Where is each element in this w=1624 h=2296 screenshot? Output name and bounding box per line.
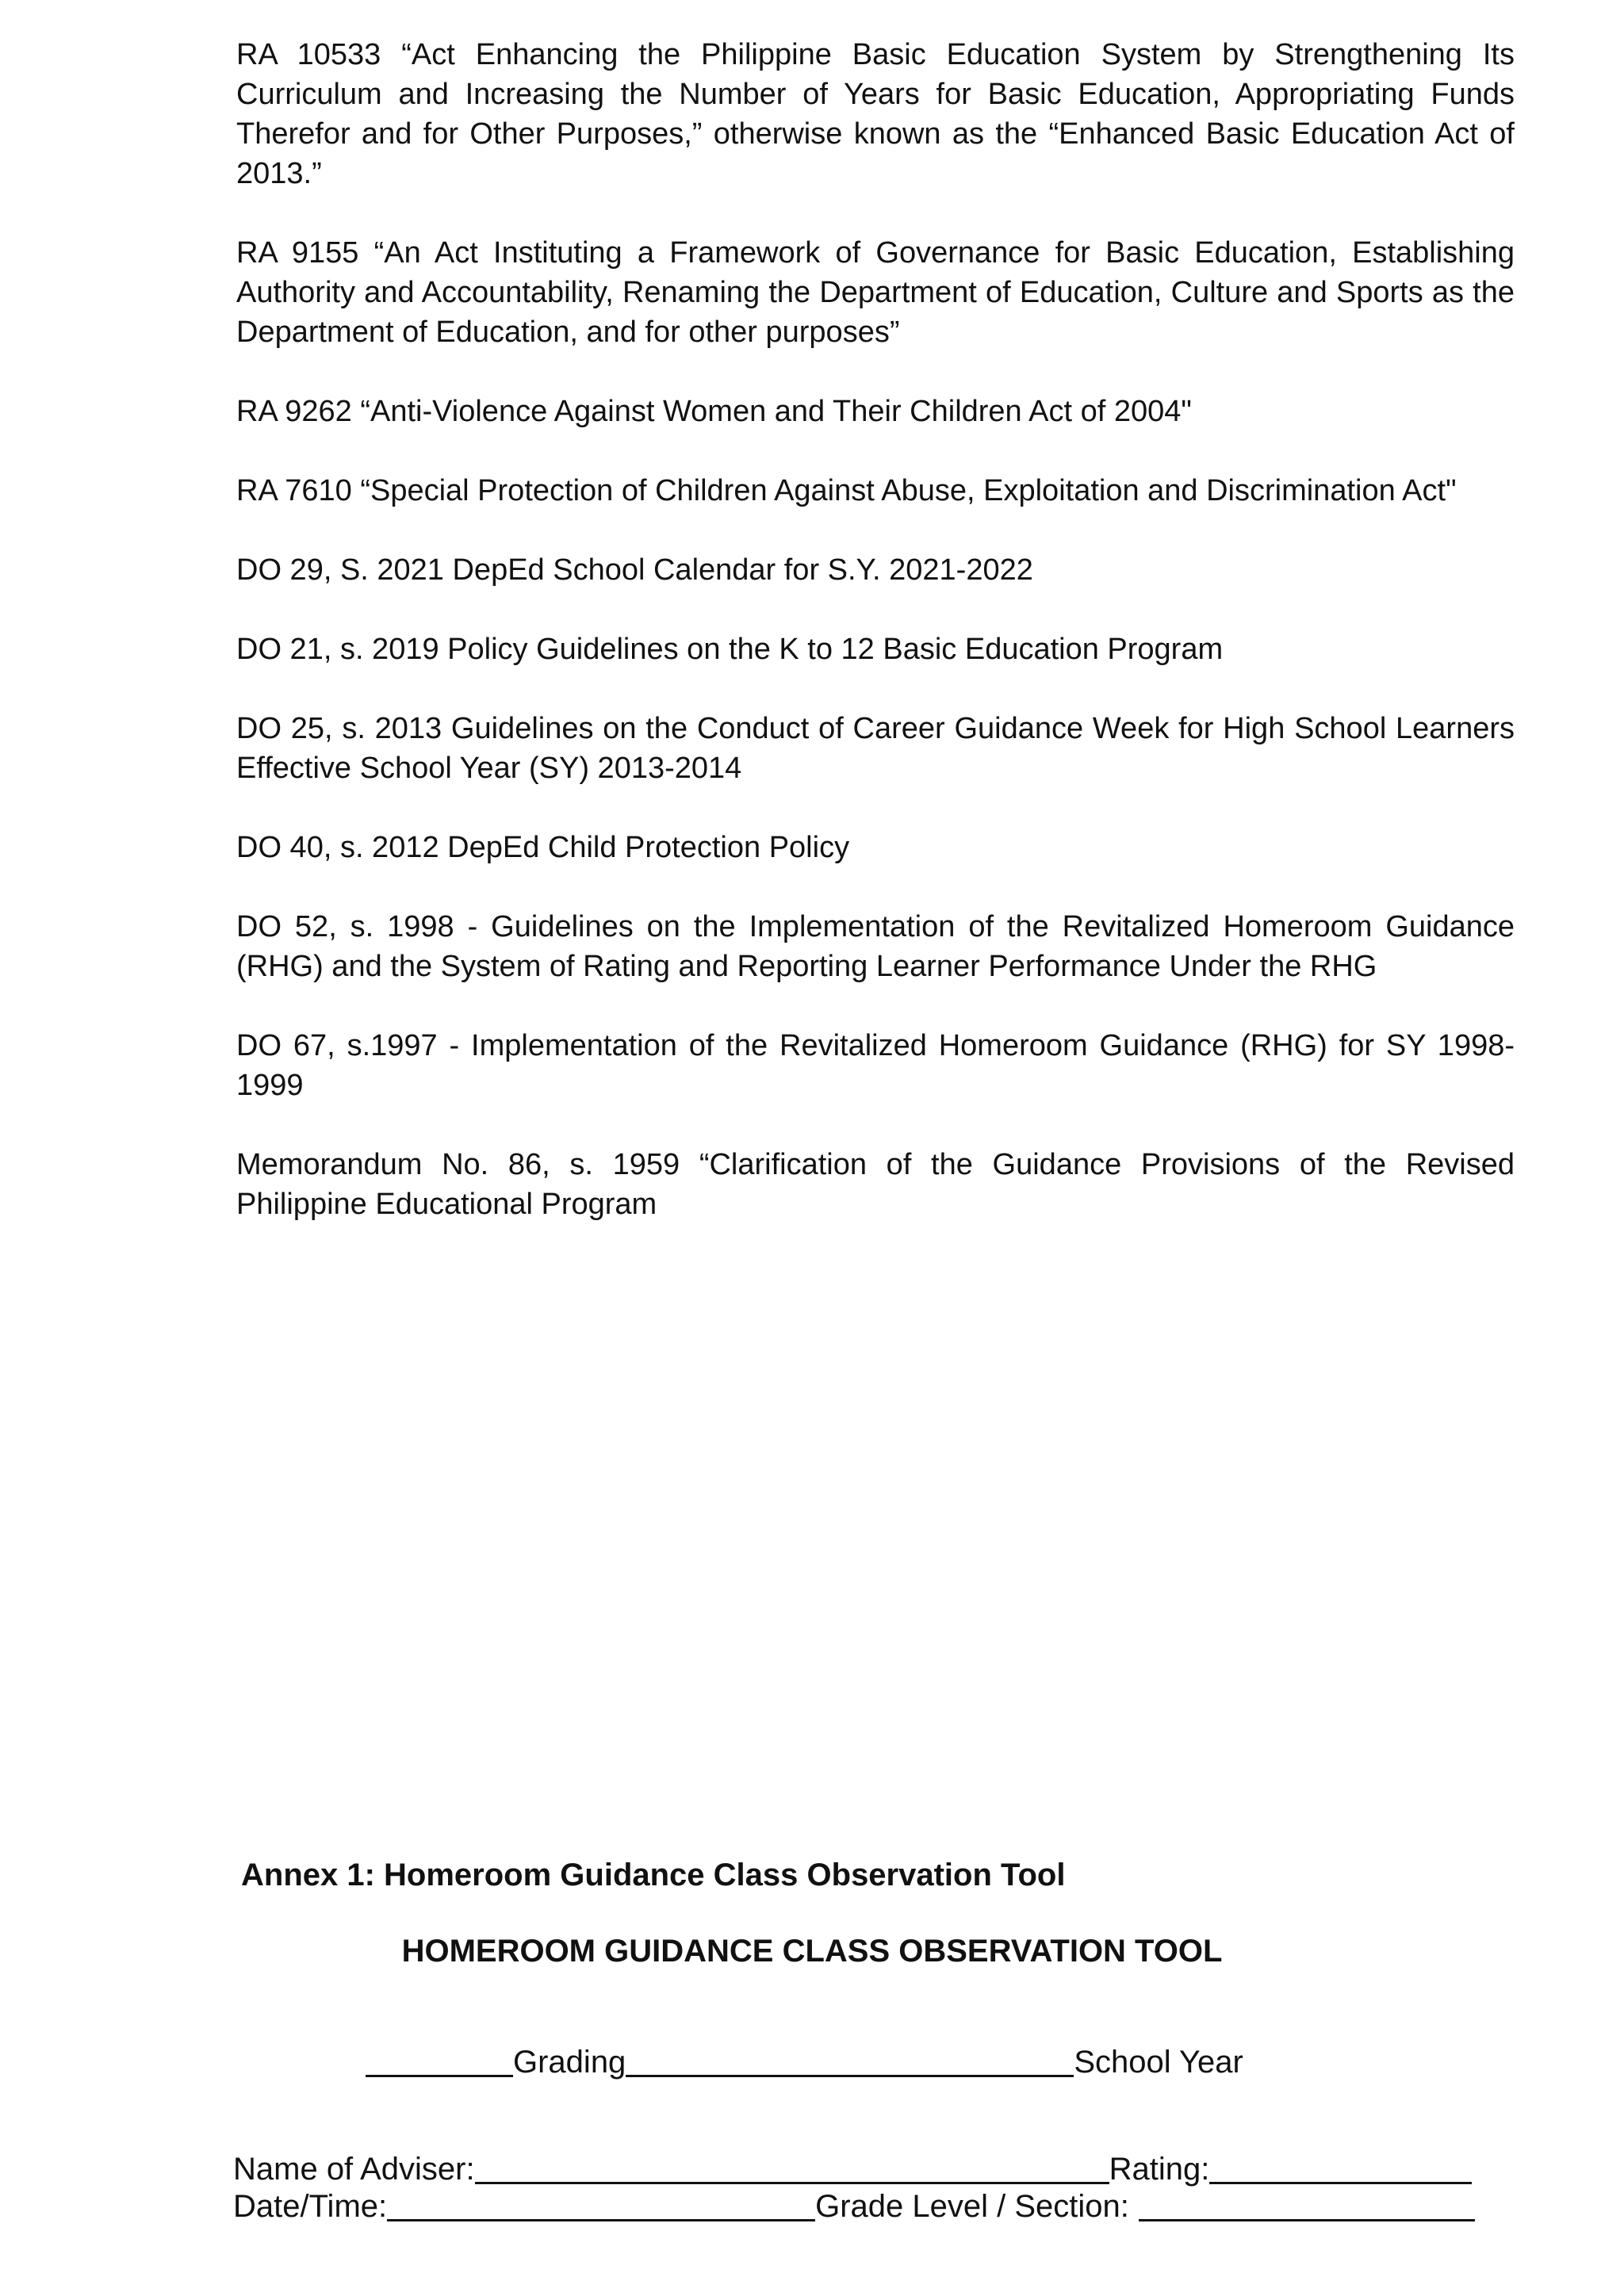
datetime-blank[interactable] <box>387 2192 815 2221</box>
adviser-rating-row <box>233 2151 1472 2187</box>
observation-tool-title: HOMEROOM GUIDANCE CLASS OBSERVATION TOOL <box>401 1934 1223 1969</box>
adviser-name-blank[interactable] <box>475 2155 1109 2184</box>
grade-section-label: Grade Level / Section: <box>815 2189 1129 2224</box>
adviser-label: Name of Adviser: <box>233 2152 475 2187</box>
school-year-label: School Year <box>1074 2045 1243 2080</box>
annex-heading: Annex 1: Homeroom Guidance Class Observation Tool <box>241 1858 1066 1892</box>
school-year-blank[interactable] <box>626 2048 1074 2077</box>
datetime-label: Date/Time: <box>233 2189 388 2224</box>
reference-item: RA 9262 “Anti-Violence Against Women and Their Children Act of 2004" <box>236 395 1192 428</box>
datetime-section-row <box>233 2188 1475 2225</box>
reference-item: DO 29, S. 2021 DepEd School Calendar for S.Y. 2021-2022 <box>236 553 1033 587</box>
reference-item: RA 10533 “Act Enhancing the Philippine Basic Education System by Strengthening Its Curriculum and Increasing the Number of Years for Basic Education, Appropriating Funds Therefor and for Other Purposes,” otherwise known as the “Enhanced Basic Education Act of 2013.” <box>236 38 1515 190</box>
legal-references-list <box>236 35 1515 1264</box>
reference-item: RA 9155 “An Act Instituting a Framework of Governance for Basic Education, Establishing Authority and Accountability, Renaming the Department of Education, Culture and Sports as the Department of Education, and for other purposes” <box>236 236 1515 349</box>
rating-label: Rating: <box>1109 2152 1210 2187</box>
reference-item: RA 7610 “Special Protection of Children Against Abuse, Exploitation and Discrimination Act" <box>236 474 1457 507</box>
reference-item: DO 52, s. 1998 - Guidelines on the Implementation of the Revitalized Homeroom Guidance (RHG) and the System of Rating and Reporting Learner Performance Under the RHG <box>236 910 1515 983</box>
reference-item: DO 25, s. 2013 Guidelines on the Conduct of Career Guidance Week for High School Learners Effective School Year (SY) 2013-2014 <box>236 712 1515 785</box>
grading-period-blank[interactable] <box>366 2048 513 2077</box>
reference-item: Memorandum No. 86, s. 1959 “Clarification of the Guidance Provisions of the Revised Philippine Educational Program <box>236 1148 1515 1221</box>
reference-item: DO 40, s. 2012 DepEd Child Protection Policy <box>236 831 850 864</box>
reference-item: DO 67, s.1997 - Implementation of the Revitalized Homeroom Guidance (RHG) for SY 1998-1999 <box>236 1029 1515 1102</box>
reference-item: DO 21, s. 2019 Policy Guidelines on the K to 12 Basic Education Program <box>236 633 1224 666</box>
grade-section-blank[interactable] <box>1139 2192 1475 2221</box>
rating-blank[interactable] <box>1209 2155 1472 2184</box>
grading-school-year-row <box>366 2044 1243 2080</box>
grading-label: Grading <box>513 2045 626 2080</box>
